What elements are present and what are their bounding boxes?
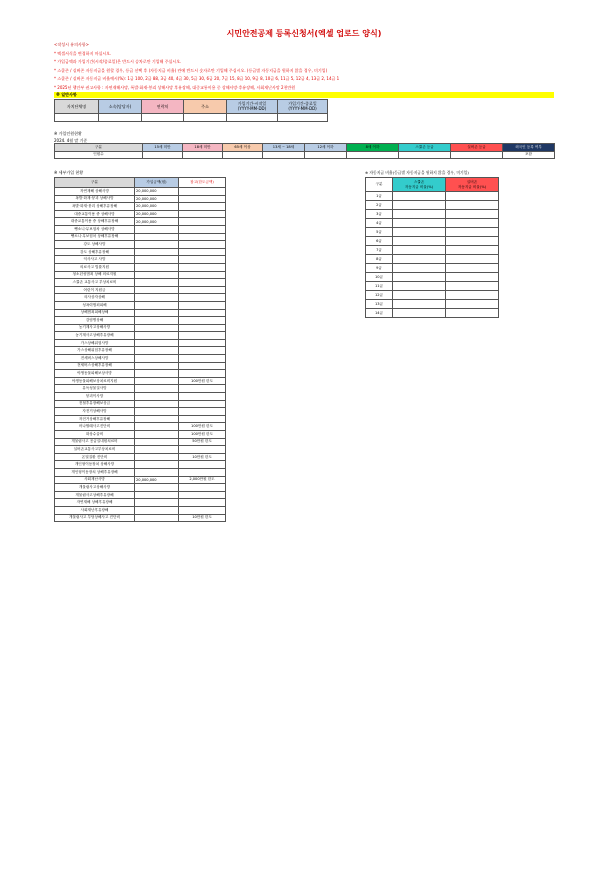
detail-row	[55, 188, 226, 196]
detail-limit-cell[interactable]	[179, 332, 226, 340]
grade-row	[366, 291, 499, 300]
detail-row	[55, 294, 226, 302]
detail-amount-cell[interactable]	[135, 393, 179, 401]
detail-row	[55, 271, 226, 279]
detail-amount-cell[interactable]	[135, 385, 179, 393]
detail-row	[55, 256, 226, 264]
detail-category-cell: 전철후유장해보상금	[55, 400, 135, 408]
detail-category-cell: 전세버스상해후유장해	[55, 362, 135, 370]
subscriber-input[interactable]	[305, 151, 347, 159]
detail-amount-cell[interactable]	[135, 347, 179, 355]
detail-amount-cell[interactable]	[135, 370, 179, 378]
general-header-address: 주소	[184, 100, 227, 114]
grade-row	[366, 210, 499, 219]
detail-limit-cell[interactable]: 2,000만원 한도	[179, 476, 226, 484]
subscriber-input[interactable]	[143, 151, 183, 159]
detail-category-cell: 의사상자상해	[55, 294, 135, 302]
grade-label: 6급	[366, 237, 393, 246]
subscriber-header-schoolzone: 스쿨존 등급	[399, 144, 451, 152]
detail-amount-cell[interactable]	[135, 446, 179, 454]
detail-limit-cell[interactable]	[179, 279, 226, 287]
grade-label: 11급	[366, 282, 393, 291]
grade-schoolzone-input[interactable]	[393, 210, 446, 219]
detail-row	[55, 506, 226, 514]
general-input-end[interactable]	[278, 114, 328, 122]
detail-limit-cell[interactable]	[179, 301, 226, 309]
detail-amount-cell[interactable]	[135, 355, 179, 363]
detail-amount-cell[interactable]: 20,000,000	[135, 476, 179, 484]
detail-row	[55, 438, 226, 446]
detail-category-cell: 폭발·화재·붕괴 상해사망	[55, 195, 135, 203]
detail-category-cell: 어나할래사고진단비	[55, 423, 135, 431]
grade-label: 10급	[366, 273, 393, 282]
detail-category-cell: 개인형이동장치 상해사망	[55, 461, 135, 469]
detail-limit-cell[interactable]	[179, 468, 226, 476]
detail-limit-cell[interactable]	[179, 324, 226, 332]
section-details-title: ※ 세부가입 현황	[54, 170, 84, 175]
detail-category-cell: 야생동물피해보상치료비지원	[55, 377, 135, 385]
detail-category-cell: 대중교통이용 중 상해후유장해	[55, 218, 135, 226]
grade-schoolzone-input[interactable]	[393, 255, 446, 264]
detail-row	[55, 385, 226, 393]
detail-row	[55, 393, 226, 401]
detail-category-cell: 가스상해위험사망	[55, 339, 135, 347]
detail-limit-cell[interactable]	[179, 370, 226, 378]
detail-category-cell: 자연재해 상해후유장해	[55, 499, 135, 507]
detail-category-cell: 개물림사고 응급실내원치료비	[55, 438, 135, 446]
detail-amount-cell[interactable]	[135, 438, 179, 446]
subscriber-foreigner-value[interactable]: 포함	[503, 151, 555, 159]
grade-silverzone-input[interactable]	[446, 300, 499, 309]
detail-limit-cell[interactable]	[179, 309, 226, 317]
detail-category-cell: 뺑소니·무보험차 상해사망	[55, 225, 135, 233]
grade-label: 14급	[366, 309, 393, 318]
subscriber-input[interactable]	[399, 151, 451, 159]
detail-category-cell: 사회재난후유장해	[55, 506, 135, 514]
detail-amount-cell[interactable]	[135, 499, 179, 507]
grade-schoolzone-input[interactable]	[393, 264, 446, 273]
detail-limit-cell[interactable]	[179, 210, 226, 218]
detail-category-cell: 전세버스상해사망	[55, 355, 135, 363]
grade-row	[366, 264, 499, 273]
detail-category-cell: 야생동물피해보상사망	[55, 370, 135, 378]
detail-amount-cell[interactable]	[135, 248, 179, 256]
subscriber-header-under15: 15세 미만	[143, 144, 183, 152]
detail-amount-cell[interactable]	[135, 484, 179, 492]
detail-row	[55, 499, 226, 507]
detail-limit-cell[interactable]	[179, 339, 226, 347]
grade-schoolzone-input[interactable]	[393, 309, 446, 318]
section-general-banner: ※ 일반사항	[54, 92, 554, 98]
grade-silverzone-input[interactable]	[446, 273, 499, 282]
detail-table	[54, 177, 226, 522]
subscriber-header-13to18: 13세 ~ 18세	[263, 144, 305, 152]
subscriber-date: 2024. 4월 말 기준	[54, 138, 88, 143]
grade-silverzone-input[interactable]	[446, 219, 499, 228]
detail-category-cell: 스쿨존 교통사고 부상치료비	[55, 279, 135, 287]
detail-row	[55, 431, 226, 439]
detail-limit-cell[interactable]	[179, 362, 226, 370]
section-autopay-title: ※ 자동지급 비율(등급별 자동지급을 원하지 않을 경우, 미기입)	[365, 170, 469, 175]
subscriber-header-silverzone: 실버존 등급	[451, 144, 503, 152]
detail-limit-cell[interactable]	[179, 400, 226, 408]
grade-silverzone-input[interactable]	[446, 237, 499, 246]
subscriber-header-foreigner: 외국인 등록 여부	[503, 144, 555, 152]
detail-amount-cell[interactable]	[135, 332, 179, 340]
detail-amount-cell[interactable]: 20,000,000	[135, 203, 179, 211]
detail-row	[55, 377, 226, 385]
detail-category-cell: 실버존교통사고부상치료비	[55, 446, 135, 454]
grade-row	[366, 201, 499, 210]
detail-row	[55, 362, 226, 370]
grade-silverzone-input[interactable]	[446, 228, 499, 237]
subscriber-input[interactable]	[451, 151, 503, 159]
subscriber-input[interactable]	[183, 151, 223, 159]
detail-header-category: 구분	[55, 178, 135, 188]
detail-limit-cell[interactable]: 100만원 한도	[179, 377, 226, 385]
detail-row	[55, 332, 226, 340]
detail-row	[55, 210, 226, 218]
detail-category-cell: 온열질환 진단비	[55, 453, 135, 461]
grade-label: 4급	[366, 219, 393, 228]
subscriber-input[interactable]	[223, 151, 263, 159]
notes-block	[54, 41, 554, 93]
detail-category-cell: 개인형이동장치 상해후유장해	[55, 468, 135, 476]
detail-row	[55, 415, 226, 423]
grade-schoolzone-input[interactable]	[393, 291, 446, 300]
detail-limit-cell[interactable]	[179, 225, 226, 233]
detail-limit-cell[interactable]	[179, 233, 226, 241]
detail-limit-cell[interactable]: 50만원 한도	[179, 438, 226, 446]
detail-amount-cell[interactable]	[135, 400, 179, 408]
detail-limit-cell[interactable]	[179, 218, 226, 226]
grade-header-schoolzone: 스쿨존 자동지급 비율(%)	[393, 178, 446, 192]
detail-limit-cell[interactable]	[179, 393, 226, 401]
general-input-start[interactable]	[227, 114, 278, 122]
detail-amount-cell[interactable]	[135, 271, 179, 279]
detail-amount-cell[interactable]: 20,000,000	[135, 188, 179, 196]
detail-category-cell: 강도 상해사망	[55, 241, 135, 249]
detail-category-cell: 감염병상해	[55, 317, 135, 325]
detail-amount-cell[interactable]: 20,000,000	[135, 195, 179, 203]
section-subscribers-title: ※ 가입인원현황	[54, 131, 82, 136]
grade-row	[366, 282, 499, 291]
detail-limit-cell[interactable]: 100만원 한도	[179, 431, 226, 439]
detail-category-cell: 붕괴이사망	[55, 393, 135, 401]
detail-limit-cell[interactable]	[179, 248, 226, 256]
grade-row	[366, 246, 499, 255]
detail-amount-cell[interactable]	[135, 461, 179, 469]
detail-category-cell: 강도 상해후유장해	[55, 248, 135, 256]
detail-limit-cell[interactable]	[179, 415, 226, 423]
detail-amount-cell[interactable]	[135, 294, 179, 302]
detail-row	[55, 301, 226, 309]
grade-table	[365, 177, 499, 318]
detail-row	[55, 476, 226, 484]
detail-category-cell: 폭발·화재·붕괴 상해후유장해	[55, 203, 135, 211]
detail-amount-cell[interactable]	[135, 453, 179, 461]
detail-amount-cell[interactable]	[135, 301, 179, 309]
subscriber-header-under18: 18세 미만	[183, 144, 223, 152]
grade-row	[366, 228, 499, 237]
grade-row	[366, 219, 499, 228]
general-header-start: 가입기간-시작일 (YYYY-MM-DD)	[227, 100, 278, 114]
detail-amount-cell[interactable]	[135, 241, 179, 249]
detail-limit-cell[interactable]	[179, 484, 226, 492]
grade-label: 13급	[366, 300, 393, 309]
grade-row	[366, 255, 499, 264]
detail-limit-cell[interactable]	[179, 506, 226, 514]
note-line: <작성시 유의사항>	[54, 42, 90, 47]
grade-silverzone-input[interactable]	[446, 246, 499, 255]
detail-category-cell: 개물림사고 부당상해사고 진단비	[55, 514, 135, 522]
detail-amount-cell[interactable]	[135, 408, 179, 416]
detail-row	[55, 279, 226, 287]
detail-amount-cell[interactable]	[135, 309, 179, 317]
grade-label: 7급	[366, 246, 393, 255]
grade-schoolzone-input[interactable]	[393, 228, 446, 237]
grade-label: 5급	[366, 228, 393, 237]
grade-label: 2급	[366, 201, 393, 210]
grade-label: 8급	[366, 255, 393, 264]
detail-category-cell: 사회재난사망	[55, 476, 135, 484]
general-input-address[interactable]	[184, 114, 227, 122]
detail-amount-cell[interactable]	[135, 415, 179, 423]
grade-schoolzone-input[interactable]	[393, 237, 446, 246]
detail-category-cell: 농기계사고상해사망	[55, 324, 135, 332]
detail-amount-cell[interactable]	[135, 423, 179, 431]
grade-schoolzone-input[interactable]	[393, 273, 446, 282]
subscriber-header-under12: 12세 이하	[305, 144, 347, 152]
grade-row	[366, 192, 499, 201]
detail-row	[55, 423, 226, 431]
grade-header-category: 구분	[366, 178, 393, 192]
detail-amount-cell[interactable]: 20,000,000	[135, 210, 179, 218]
subscriber-row-label: 인원수	[55, 151, 143, 159]
detail-limit-cell[interactable]: 100만원 한도	[179, 423, 226, 431]
grade-silverzone-input[interactable]	[446, 309, 499, 318]
note-line: * 스쿨존 / 실버존 자동지급 비율예시(%): 1급 100, 2급 88, 3급 40, 4급 30, 5급 30, 6급 20, 7급 15, 8급 10, 9급 8, 10급 6, 11급 5, 12급 4, 13급 2, 14급 1	[54, 76, 340, 82]
page-title: 시민안전공제 등록신청서(엑셀 업로드 양식)	[226, 29, 382, 38]
grade-silverzone-input[interactable]	[446, 255, 499, 264]
detail-row	[55, 263, 226, 271]
detail-amount-cell[interactable]	[135, 491, 179, 499]
detail-category-cell: 대중교통이용 중 상해사망	[55, 210, 135, 218]
detail-amount-cell[interactable]	[135, 514, 179, 522]
subscriber-input[interactable]	[347, 151, 399, 159]
detail-row	[55, 468, 226, 476]
grade-label: 1급	[366, 192, 393, 201]
detail-limit-cell[interactable]	[179, 385, 226, 393]
subscriber-table	[54, 143, 555, 159]
general-table	[54, 99, 328, 122]
detail-row	[55, 453, 226, 461]
detail-limit-cell[interactable]	[179, 294, 226, 302]
general-input-dept[interactable]	[99, 114, 142, 122]
detail-amount-cell[interactable]	[135, 339, 179, 347]
grade-schoolzone-input[interactable]	[393, 300, 446, 309]
detail-limit-cell[interactable]	[179, 491, 226, 499]
detail-row	[55, 309, 226, 317]
detail-limit-cell[interactable]	[179, 347, 226, 355]
general-header-org: 자치단체명	[55, 100, 99, 114]
detail-limit-cell[interactable]	[179, 203, 226, 211]
detail-category-cell: 개물림사고상해사망	[55, 484, 135, 492]
grade-silverzone-input[interactable]	[446, 282, 499, 291]
detail-row	[55, 461, 226, 469]
detail-row	[55, 446, 226, 454]
grade-schoolzone-input[interactable]	[393, 282, 446, 291]
detail-category-cell: 청소년성범죄 상해 의료지원	[55, 271, 135, 279]
detail-row	[55, 484, 226, 492]
general-input-org[interactable]	[55, 114, 99, 122]
detail-limit-cell[interactable]	[179, 241, 226, 249]
grade-header-silverzone: 실버존 자동지급 비율(%)	[446, 178, 499, 192]
subscriber-header-under8: 8세 이하	[347, 144, 399, 152]
grade-row	[366, 237, 499, 246]
general-header-end: 가입기간-종료일 (YYYY-MM-DD)	[278, 100, 328, 114]
detail-amount-cell[interactable]	[135, 377, 179, 385]
note-line: * 가입금액과 가입기간(시작/종료일)은 반드시 승차로만 기입해 주십시오.	[54, 59, 182, 65]
detail-amount-cell[interactable]	[135, 317, 179, 325]
detail-row	[55, 317, 226, 325]
detail-category-cell: 어린이 지원금	[55, 286, 135, 294]
detail-row	[55, 355, 226, 363]
detail-limit-cell[interactable]	[179, 461, 226, 469]
detail-row	[55, 195, 226, 203]
detail-amount-cell[interactable]	[135, 256, 179, 264]
general-header-dept: 소속(담당자)	[99, 100, 142, 114]
detail-limit-cell[interactable]	[179, 271, 226, 279]
detail-amount-cell[interactable]	[135, 506, 179, 514]
detail-category-cell: 뺑소니·무보험차 상해후유장해	[55, 233, 135, 241]
detail-amount-cell[interactable]	[135, 233, 179, 241]
detail-amount-cell[interactable]	[135, 362, 179, 370]
note-line: * 2025년 행안부 권고사항 : 자연재해사망, 폭발·화재·붕괴 상해사망 후유장해, 대중교통이용 중 상해사망·후유장해, 사회재난사망 2천만원	[54, 84, 296, 90]
detail-row	[55, 248, 226, 256]
grade-silverzone-input[interactable]	[446, 291, 499, 300]
detail-amount-cell[interactable]	[135, 324, 179, 332]
subscriber-header-category: 구분	[55, 144, 143, 152]
grade-schoolzone-input[interactable]	[393, 192, 446, 201]
grade-row	[366, 300, 499, 309]
subscriber-input[interactable]	[263, 151, 305, 159]
detail-amount-cell[interactable]	[135, 225, 179, 233]
grade-silverzone-input[interactable]	[446, 210, 499, 219]
grade-silverzone-input[interactable]	[446, 201, 499, 210]
grade-schoolzone-input[interactable]	[393, 201, 446, 210]
general-input-phone[interactable]	[142, 114, 184, 122]
grade-label: 9급	[366, 264, 393, 273]
detail-limit-cell[interactable]	[179, 263, 226, 271]
detail-category-cell: 화상수술비	[55, 431, 135, 439]
detail-row	[55, 491, 226, 499]
detail-limit-cell[interactable]	[179, 256, 226, 264]
detail-category-cell: 개물림사고상해후유장해	[55, 491, 135, 499]
detail-category-cell: 농기계사고상해후유장해	[55, 332, 135, 340]
grade-row	[366, 273, 499, 282]
detail-limit-cell[interactable]	[179, 195, 226, 203]
detail-limit-cell[interactable]	[179, 355, 226, 363]
detail-limit-cell[interactable]	[179, 188, 226, 196]
detail-row	[55, 324, 226, 332]
grade-label: 3급	[366, 210, 393, 219]
grade-silverzone-input[interactable]	[446, 192, 499, 201]
grade-label: 12급	[366, 291, 393, 300]
detail-row	[55, 233, 226, 241]
detail-limit-cell[interactable]	[179, 286, 226, 294]
detail-row	[55, 339, 226, 347]
detail-limit-cell[interactable]: 10만원 한도	[179, 514, 226, 522]
detail-row	[55, 400, 226, 408]
detail-category-cell: 자전거상해사망	[55, 408, 135, 416]
detail-category-cell: 성폭력범죄피해	[55, 301, 135, 309]
detail-row	[55, 370, 226, 378]
detail-amount-cell[interactable]	[135, 468, 179, 476]
detail-row	[55, 286, 226, 294]
grade-schoolzone-input[interactable]	[393, 246, 446, 255]
detail-limit-cell[interactable]	[179, 499, 226, 507]
subscriber-header-over65: 65세 이상	[223, 144, 263, 152]
note-line: * 엑셀서식을 변경하지 마십시오.	[54, 50, 112, 56]
detail-limit-cell[interactable]	[179, 317, 226, 325]
detail-amount-cell[interactable]	[135, 431, 179, 439]
detail-header-amount: 가입금액(원)	[135, 178, 179, 188]
detail-limit-cell[interactable]	[179, 408, 226, 416]
detail-header-limit: 참고(한도금액)	[179, 178, 226, 188]
grade-silverzone-input[interactable]	[446, 264, 499, 273]
detail-amount-cell[interactable]: 20,000,000	[135, 218, 179, 226]
detail-category-cell: 의료사고 법률지원	[55, 263, 135, 271]
detail-row	[55, 218, 226, 226]
detail-amount-cell[interactable]	[135, 263, 179, 271]
detail-row	[55, 225, 226, 233]
detail-category-cell: 가스상해위험후유장해	[55, 347, 135, 355]
detail-row	[55, 241, 226, 249]
detail-row	[55, 408, 226, 416]
detail-category-cell: 상해범죄피해상해	[55, 309, 135, 317]
detail-category-cell: 유독성물질사망	[55, 385, 135, 393]
detail-category-cell: 자전거상해후유장해	[55, 415, 135, 423]
grade-row	[366, 309, 499, 318]
detail-category-cell: 익사사고 사망	[55, 256, 135, 264]
detail-row	[55, 514, 226, 522]
note-line: * 스쿨존 / 실버존 자동지급을 원할 경우, 등급 선택 후 (자동지급 비율) 란에 반드시 숫자로만 기입해 주십시오. (등급별 자동지급을 원하지 않을 경우, 미기입)	[54, 67, 328, 73]
general-header-phone: 연락처	[142, 100, 184, 114]
grade-schoolzone-input[interactable]	[393, 219, 446, 228]
detail-row	[55, 203, 226, 211]
detail-row	[55, 347, 226, 355]
detail-limit-cell[interactable]: 10만원 한도	[179, 453, 226, 461]
detail-amount-cell[interactable]	[135, 279, 179, 287]
detail-limit-cell[interactable]	[179, 446, 226, 454]
detail-category-cell: 자연재해 상해사망	[55, 188, 135, 196]
detail-amount-cell[interactable]	[135, 286, 179, 294]
